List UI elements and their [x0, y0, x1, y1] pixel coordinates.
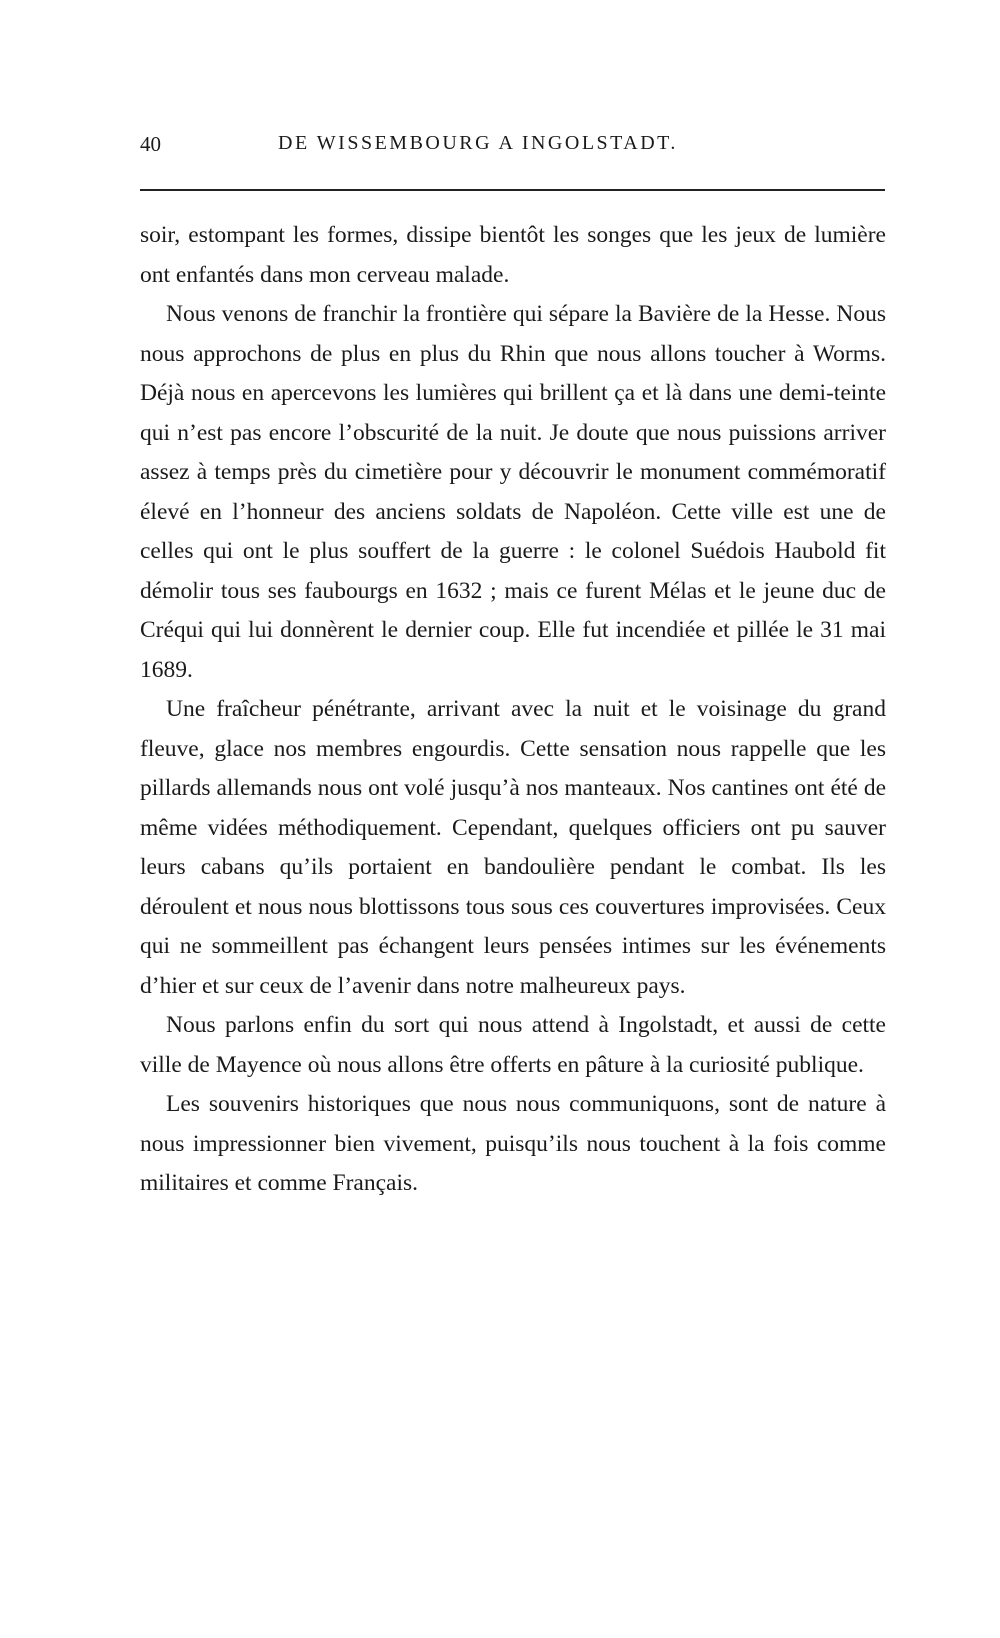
paragraph-3: Une fraîcheur pénétrante, arrivant avec la nuit et le voisinage du grand fleuve, glace nos membres engourdis. Cette sensation nous rappelle que les pillards allemands nous ont volé jusqu’à nos manteaux. Nos cantines ont été de même vidées méthodiquement. Cependant, quelques officiers ont pu sauver leurs cabans qu’ils portaient en bandoulière pendant le combat. Ils les déroulent et nous nous blottissons tous sous ces couvertures improvisées. Ceux qui ne sommeillent pas échangent leurs pensées intimes sur les événements d’hier et sur ceux de l’avenir dans notre malheureux pays.	[140, 696, 886, 999]
paragraph-2: Nous venons de franchir la frontière qui sépare la Bavière de la Hesse. Nous nous approchons de plus en plus du Rhin que nous allons toucher à Worms. Déjà nous en apercevons les lumières qui brillent ça et là dans une demi-teinte qui n’est pas encore l’obscurité de la nuit. Je doute que nous puissions arriver assez à temps près du cimetière pour y découvrir le monument commémoratif élevé en l’honneur des anciens soldats de Napoléon. Cette ville est une de celles qui ont le plus souffert de la guerre : le colonel Suédois Haubold fit démolir tous ses faubourgs en 1632 ; mais ce furent Mélas et le jeune duc de Créqui qui lui donnèrent le dernier coup. Elle fut incendiée et pillée le 31 mai 1689.	[140, 301, 886, 683]
running-head	[140, 130, 886, 166]
running-title: DE WISSEMBOURG A INGOLSTADT.	[278, 132, 678, 154]
header-rule	[140, 189, 885, 191]
paragraph-4: Nous parlons enfin du sort qui nous attend à Ingolstadt, et aussi de cette ville de Mayence où nous allons être offerts en pâture à la curiosité publique.	[140, 1012, 886, 1078]
page-number: 40	[140, 132, 161, 156]
body-text	[140, 216, 886, 1204]
paragraph-1: soir, estompant les formes, dissipe bientôt les songes que les jeux de lumière ont enfantés dans mon cerveau malade.	[140, 222, 886, 288]
paragraph-5: Les souvenirs historiques que nous nous communiquons, sont de nature à nous impressionner bien vivement, puisqu’ils nous touchent à la fois comme militaires et comme Français.	[140, 1091, 886, 1196]
